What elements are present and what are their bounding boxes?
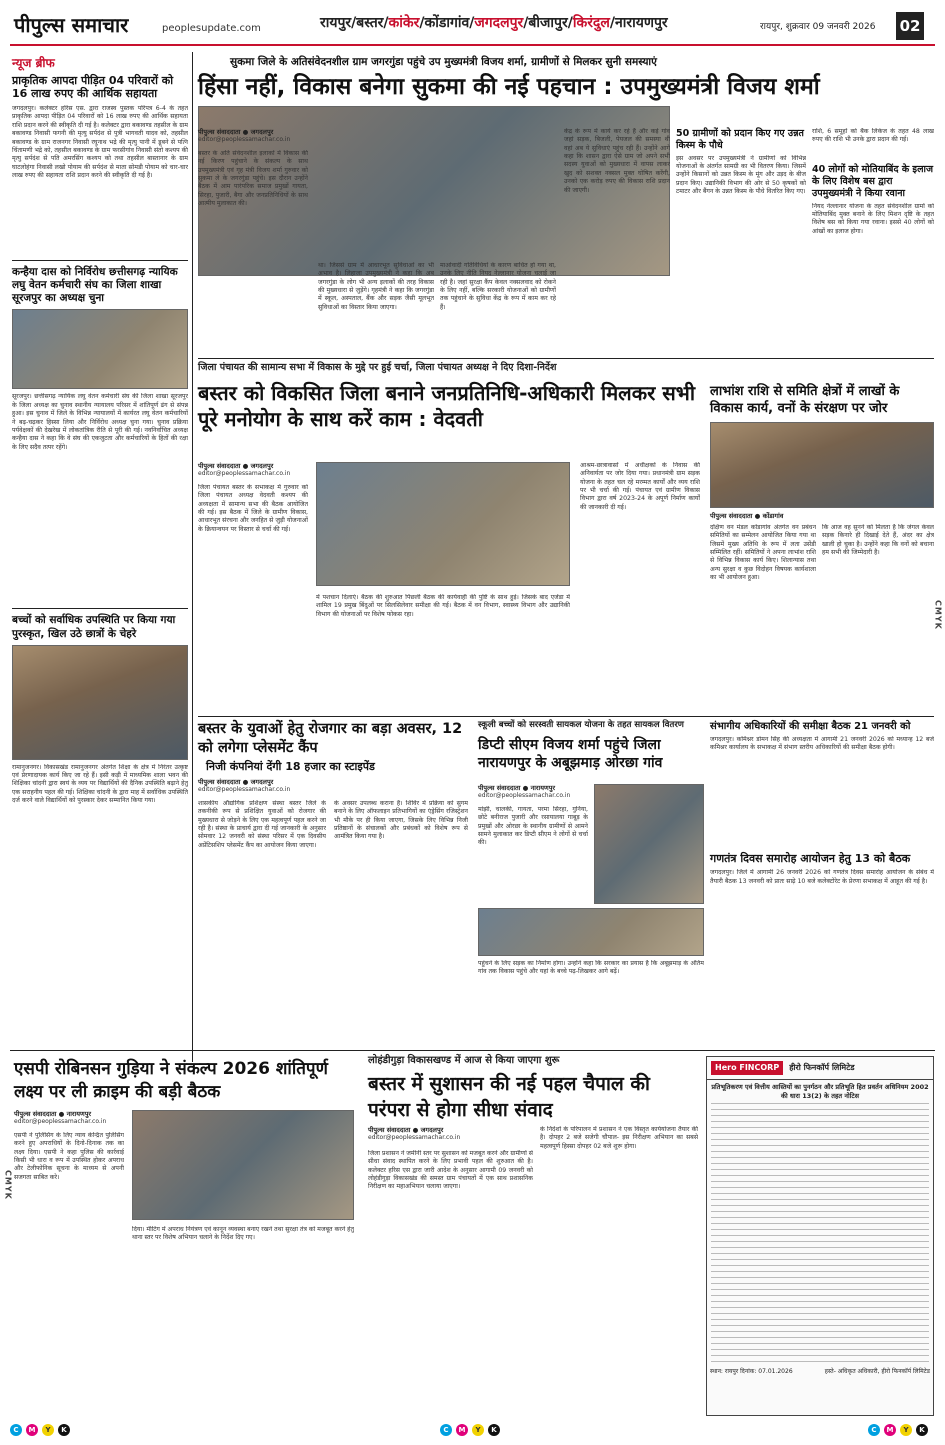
- lead-text-1: बस्तर के अति संवेदनशील इलाकों में विकास की नई किरण पहुंचाने के संकल्प के साथ उपमुख्यमंत्री एवं गृह मंत्री विजय शर्मा गुरुवार को सुकमा ले के जगरगुंडा पहुंचे। इस दौरान उन्होंने बैठक में आम पारंपरिक समाज प्रमुखों गायता, सिरहा, पुजारी, बैगा और जनप्रतिनिधियों के साथ आत्मीय मुलाकात की।: [198, 150, 308, 208]
- site-url[interactable]: peoplesupdate.com: [162, 23, 261, 34]
- sidebox-headline-2: 40 लोगों को मोतियाबिंद के इलाज के लिए विशेष बस द्वारा उपमुख्यमंत्री ने किया रवाना: [812, 164, 934, 199]
- ad-company: हीरो फिनकॉर्प लिमिटेड: [789, 1063, 855, 1072]
- cmyk-k: K: [488, 1424, 500, 1436]
- brief-headline-1: प्राकृतिक आपदा पीड़ित 04 परिवारों को 16 लाख रुपए की आर्थिक सहायता: [12, 73, 174, 101]
- masthead-logo: पीपुल्स समाचार: [14, 13, 129, 37]
- column-rule: [192, 52, 193, 1062]
- story5-kicker: स्कूली बच्चों को सरस्वती सायकल योजना के तहत सायकल वितरण: [478, 720, 684, 730]
- story3-headline: लाभांश राशि से समिति क्षेत्रों में लाखों के विकास कार्य, वनों के संरक्षण पर जोर: [710, 384, 900, 416]
- divider: [198, 716, 934, 717]
- cmyk-m: M: [884, 1424, 896, 1436]
- lead-byline-box: [198, 128, 308, 144]
- side-cmyk-right: CMYK: [933, 600, 943, 630]
- brief-text-3: रामानुजनगर। विकासखंड रामानुजनगर अंतर्गत शिक्षा के क्षेत्र में निरंतर उत्कृष्ट एवं प्रेरणादायक कार्य किए जा रहे हैं। इसी कड़ी में माध्यमिक शाला भवन की शिक्षिका चांदनी द्वारा स्वयं के व्यय पर विद्यार्थियों की दैनिक उपस्थिति बढ़ाने हेतु एक सराहनीय पहल की गई। शिक्षिका चांदनी के द्वारा माह में सर्वाधिक उपस्थिति दर्ज करने वाले विद्यार्थियों को पुरस्कार देकर सम्मानित किया गया।: [12, 763, 188, 805]
- sidebox-headline-1: 50 ग्रामीणों को प्रदान किए गए उन्नत किस्म के पौधे: [676, 128, 804, 151]
- places-mid2: /बीजापुर/: [523, 15, 573, 31]
- story6-byline: पीपुल्स संवाददाता ● नारायणपुर: [14, 1110, 92, 1118]
- hero-fincorp-ad: [706, 1056, 934, 1416]
- lead-headline: हिंसा नहीं, विकास बनेगा सुकमा की नई पहचान : उपमुख्यमंत्री विजय शर्मा: [198, 74, 820, 100]
- cmyk-c: C: [10, 1424, 22, 1436]
- meeting-headline-2: गणतंत्र दिवस समारोह आयोजन हेतु 13 को बैठक: [710, 852, 911, 865]
- story5-byline: पीपुल्स संवाददाता ● नारायणपुर: [478, 784, 556, 792]
- story6-photo: [132, 1110, 354, 1220]
- lead-text-4: केंद्र के रूप में कार्य कर रहे हैं और कई गांव जहां सड़क, बिजली, पेयजल की समस्या थी वहां अब ये सुविधाएं पहुंच रही हैं। उन्होंने आगे कहा कि शासन द्वारा ऐसे ग्राम जो अपने सभी सदस्य युवाओं को मुख्यधारा में वापस लाकर खुद को सशक्त नक्सल मुक्त घोषित करेंगी, उनको एक करोड़ रुपए की विकास राशि प्रदान की जाएगी।: [564, 128, 670, 194]
- story5-text-2: पहुंचने के लिए सड़क का निर्माण होगा। उन्होंने कहा कि सरकार का प्रयास है कि अबूझमाड़ के अंतिम गांव तक विकास पहुंचे और यहां के बच्चे पढ़-लिखकर आगे बढ़ें।: [478, 960, 704, 976]
- cmyk-m: M: [456, 1424, 468, 1436]
- story5-byline-box: [478, 784, 588, 800]
- cmyk-strip-center: [440, 1424, 500, 1436]
- story3-byline: पीपुल्स संवाददाता ● कोंडागांव: [710, 512, 784, 520]
- story7-text-1: जिला प्रशासन ने जमीनी स्तर पर सुशासन को मजबूत करने और ग्रामीणों से सीधा संवाद स्थापित करने के लिए प्रभावी पहल की शुरुआत की है। कलेक्टर हरिस एस द्वारा जारी आदेश के अनुसार आगामी 09 जनवरी को लोहंडीगुड़ा विकासखंड की समस्त ग्राम पंचायतों में एक साथ प्रशासनिक निरीक्षण का महाअभियान चलाया जाएगा।: [368, 1150, 533, 1191]
- story5-text-1: मांझी, चालकी, गायता, परमा सिरहा, गुनिया, छोटे बनीराज पुजारी और रसायालया गाबूड़ के प्रमुखों और ओरछा के स्थानीय ग्रामीणों से आमने सामने मुलाकात कर डिप्टी सीएम ने लोगों से चर्चा की।: [478, 806, 588, 847]
- story4-subheadline: निजी कंपनियां देंगी 18 हजार का स्टाइपेंड: [206, 760, 375, 773]
- meeting-text-2: जगदलपुर। जिले में आगामी 26 जनवरी 2026 को गणतंत्र दिवस समारोह आयोजन के संबंध में तैयारी बैठक 13 जनवरी को प्रातः साढ़े 10 बजे कलेक्टोरेट के प्रेरणा सभाकक्ष में आहूत की गई है।: [710, 869, 934, 885]
- page-number: 02: [896, 12, 924, 40]
- sidebox-text-1: इस अवसर पर उपमुख्यमंत्री ने ग्रामीणों को विभिन्न योजनाओं के अंतर्गत सामग्री का भी वितरण किया। जिसमें उन्होंने किसानों को उन्नत किस्म के मूंग और उड़द के बीज प्रदान किए। उद्यानिकी विभाग की ओर से 50 कृषकों को टमाटर और बैंगन के उन्नत किस्म के पौधे वितरित किए गए।: [676, 154, 806, 196]
- cmyk-strip-left: [10, 1424, 70, 1436]
- story2-headline: बस्तर को विकसित जिला बनाने जनप्रतिनिधि-अधिकारी मिलकर सभी पूरे मनोयोग के साथ करें काम : वेदवती: [198, 381, 696, 431]
- lead-text-3: माओवादी गतिविधियों के कारण बाधित हो गया था, उनके लिए नीति नियद नेल्लानार योजना चलाई जा रही है। जहां सुरक्षा कैंप केवल नक्सलवाद को रोकने के लिए नहीं, बल्कि सरकारी योजनाओं को ग्रामीणों तक पहुंचाने के सुविधा केंद्र के रूप में काम कर रहे हैं।: [440, 262, 556, 311]
- meeting-briefs: [710, 720, 934, 1044]
- story6-text-1: एसपी ने पुलिसिंग के लिए न्याय केन्द्रित पुलिसिंग करने हुए अपराधियों के दिनो-दिनाक तक का लक्ष्य दिया। एसपी ने कहा पुलिस की कार्रवाई किसी भी धारा व रूप में उपस्थित होकर अपराध और टेलीफोनिक सूचना के माध्यम से अपनी सजगता साबित करे।: [14, 1132, 124, 1181]
- places-highlight3: किरंदुल: [572, 15, 610, 31]
- ad-signature: हस्ते- अधिकृत अधिकारी, हीरो फिनकॉर्प लिमिटेड: [824, 1368, 930, 1376]
- story6-email: editor@peoplessamachar.co.in: [14, 1118, 107, 1126]
- ad-header: [707, 1057, 933, 1080]
- lead-byline: पीपुल्स संवाददाता ● जगदलपुर: [198, 128, 274, 136]
- story6-headline: एसपी रोबिनसन गुड़िया ने संकल्प 2026 शांतिपूर्ण लक्ष्य पर ली क्राइम की बड़ी बैठक: [14, 1059, 328, 1102]
- lead-kicker: सुकमा जिले के अतिसंवेदनशील ग्राम जगरगुंडा पहुंचे उप मुख्यमंत्री विजय शर्मा, ग्रामीणों से मिलकर सुनी समस्याएं: [230, 56, 657, 68]
- cmyk-y: Y: [472, 1424, 484, 1436]
- sidebox-text-3: नियद नेल्लानार योजना के तहत संवेदनशील ग्रामों को मोतियाबिंद मुक्त बनाने के लिए मिशन दृष्टि के तहत विशेष बस को किया गया रवाना। इससे 40 लोगों को आंखों का इलाज होगा।: [812, 202, 934, 235]
- story2-byline-box: [198, 462, 308, 478]
- lead-email: editor@peoplessamachar.co.in: [198, 136, 291, 144]
- story2-text-2: में पशचान दिलाएं। बैठक की शुरुआत पिछली बैठक की कार्यवाही की पुष्टि के साथ हुई। जिसके बाद एजेंडा में शामिल 19 प्रमुख बिंदुओं पर सिलसिलेवार समीक्षा की गई। बैठक में वन विभाग, स्वास्थ्य विभाग और उद्यानिकी विभाग की योजनाओं पर विशेष फोकस रहा।: [316, 594, 570, 618]
- story2-text-1: जिला पंचायत बस्तर के सभाकक्ष में गुरुवार को जिला पंचायत अध्यक्ष वेदवती कश्यप की अध्यक्षता में सामान्य सभा की बैठक आयोजित की गई। इस बैठक में जिले के ग्रामीण विकास, आधारभूत संरचना और जनहित से जुड़ी योजनाओं के क्रियान्वयन पर विस्तार से चर्चा की गई।: [198, 484, 308, 533]
- story5-headline: डिप्टी सीएम विजय शर्मा पहुंचे जिला नारायणपुर के अबूझमाड़ ओरछा गांव: [478, 737, 663, 772]
- ad-footer-left: स्थान: रायपुर दिनांक: 07.01.2026: [710, 1368, 793, 1376]
- union-photo: [12, 309, 188, 389]
- story4-text-2: के अवसर उपलब्ध कराना है। शिविर में प्रक्रिया को सुगम बनाने के लिए ऑफलाइन प्रतिभागियों का एंड्रेसिंग रजिस्ट्रेशन भी मौके पर ही किया जाएगा, जिसके लिए विभिन्न निजी प्रतिष्ठानों के संचालकों और प्रबंधकों को विशेष रूप से आमंत्रित किया गया है।: [334, 800, 468, 841]
- ad-footer: [707, 1365, 933, 1379]
- story2-kicker: जिला पंचायत की सामान्य सभा में विकास के मुद्दे पर हुई चर्चा, जिला पंचायत अध्यक्ष ने दिए दिशा-निर्देश: [198, 362, 557, 373]
- story2-byline: पीपुल्स संवाददाता ● जगदलपुर: [198, 462, 274, 470]
- masthead-rule: [10, 44, 935, 46]
- cmyk-y: Y: [900, 1424, 912, 1436]
- brief-text-1: जगदलपुर। कलेक्टर हरिस एस. द्वारा राजस्व पुस्तक परिपत्र 6-4 के तहत प्राकृतिक आपदा पीड़ित 04 परिवारों को 16 लाख रुपए की आर्थिक सहायता राशि प्रदान करने की स्वीकृति दी गई है। कलेक्टर द्वारा बकावण्ड तहसील के ग्राम बकावण्ड निवासी फगनी की मृत्यु सर्पदंश से पुत्री भागवती यादव को, तहसील बकावण्ड के ग्राम राजनगर निवासी रघुनाथ भद्रे की मृत्यु पानी में डूबने से पत्नि चिंतामणी भद्रे को, तहसील बकावण्ड के ग्राम फरसीगांव निवासी संतो कश्यप की मृत्यु सर्पदंश से पति अमरसिंग कश्यप को तथा तहसील बास्तानार के ग्राम घाटलोहंगा निवासी लखो पोयाम की सर्पदंश से माता सोमडी पोयाम को चार-चार लाख रुपए की सहायता राशि प्रदान करने की स्वीकृति दी गई है।: [12, 105, 188, 179]
- cmyk-c: C: [868, 1424, 880, 1436]
- meeting-headline-1: संभागीय अधिकारियों की समीक्षा बैठक 21 जनवरी को: [710, 721, 911, 732]
- divider: [10, 1050, 935, 1051]
- story7-byline-box: [368, 1126, 478, 1142]
- story7-text-2: के निर्देशों के परिपालन में प्रशासन ने एक विस्तृत कार्ययोजना तैयार की है। दोपहर 2 बजे सजेगी चौपाल- इस निरीक्षण अभियान का सबसे महत्वपूर्ण हिस्सा दोपहर 02 बजे शुरू होगा।: [540, 1126, 698, 1150]
- ad-title: प्रतिभूतिकरण एवं वित्तीय आस्तियों का पुनर्गठन और प्रतिभूति हित प्रवर्तन अधिनियम 2002 की धारा 13(2) के तहत नोटिस: [711, 1083, 929, 1100]
- divider: [12, 608, 188, 609]
- story6-byline-box: [14, 1110, 124, 1126]
- sidebox-text-2: राशि, 6 समूहों को बैंक लिंकेज के तहत 48 लाख रुपए की राशि भी उनके द्वारा प्रदान की गई।: [812, 128, 934, 144]
- story7-byline: पीपुल्स संवाददाता ● जगदलपुर: [368, 1126, 444, 1134]
- story5-photo-1: [594, 784, 704, 904]
- story3-text-2: कि आज वह सुनने को मिलता है कि जंगल केवल सड़क किनारे ही दिखाई देते हैं, अंदर का क्षेत्र खाली हो चुका है। उन्होंने कहा कि वनों को बचाना हम सभी की जिम्मेदारी है।: [822, 524, 934, 557]
- story6-text-2: दिया। मीटिंग में अपराध नियंत्रण एवं कानून व्यवस्था बनाए रखने तथा सुरक्षा तंत्र को मजबूत करने हेतु थाना स्तर पर विशेष अभियान चलाने के निर्देश दिए गए।: [132, 1226, 354, 1242]
- brief-headline-3: बच्चों को सर्वाधिक उपस्थिति पर किया गया पुरस्कृत, खिल उठे छात्रों के चेहरे: [12, 614, 176, 640]
- sidebox-1: [676, 128, 806, 354]
- brief-headline-2: कन्हैया दास को निर्विरोध छत्तीसगढ़ न्यायिक लघु वेतन कर्मचारी संघ का जिला शाखा सूरजपुर का अध्यक्ष चुना: [12, 266, 178, 305]
- cmyk-strip-right: [868, 1424, 928, 1436]
- dateline: रायपुर, शुक्रवार 09 जनवरी 2026: [760, 22, 876, 32]
- news-brief-column: [12, 56, 188, 1066]
- divider: [198, 358, 934, 359]
- cmyk-k: K: [916, 1424, 928, 1436]
- cmyk-m: M: [26, 1424, 38, 1436]
- places-suffix: /नारायणपुर: [609, 15, 668, 31]
- lead-text-2: था। जिससे ग्राम में आधारभूत सुविधाओं का भी अभाव है। लिहाजा उपमुख्यमंत्री ने कहा कि अब जगरगुंडा के लोग भी अन्य इलाकों की तरह विकास की मुख्यधारा से जुड़ेंगे। गृहमंत्री ने कहा कि जगरगुंडा में स्कूल, अस्पताल, बैंक और सड़क जैसी मूलभूत सुविधाओं का विस्तार किया जाएगा।: [318, 262, 434, 311]
- story2-text-3: आश्रम-छात्रावासों में अधीक्षकों के निवास की अनिवार्यता पर जोर दिया गया। प्रधानमंत्री ग्राम सड़क योजना के तहत चल रहे मरम्मत कार्यों और व्यय राशि पर भी चर्चा की गई। पंचायत एवं ग्रामीण विकास विभाग द्वारा वर्ष 2023-24 के अपूर्ण निर्माण कार्यों की जानकारी दी गई।: [580, 462, 700, 511]
- story2-photo: [316, 462, 570, 586]
- places-mid: /कोंडागांव/: [419, 15, 475, 31]
- story3-text-1: दक्षिण वन मंडल कोंडागांव अंतर्गत वन प्रबंधन समितियों का सम्मेलन आयोजित किया गया था जिसमें मुख्य अतिथि के रूप में लता उसेंडी सम्मिलित रहीं। समितियों ने अपना लाभांश राशि से विभिन्न विकास कार्य किए। शिलान्यास तथा अन्य सुरक्षा व कुछ विदोहन विषयक कार्यशाला का भी आयोजन हुआ।: [710, 524, 816, 582]
- brief-text-2: सूरजपुर। छत्तीसगढ़ न्यायिक लघु वेतन कर्मचारी संघ की जिला शाखा सूरजपुर के जिला अध्यक्ष का चुनाव स्थानीय न्यायालय परिसर में शांतिपूर्ण ढंग से संपन्न हुआ। इस चुनाव में जिले के विभिन्न न्यायालयों में कार्यरत लघु वेतन कर्मचारियों ने बढ़-चढ़कर हिस्सा लिया और निर्विरोध अध्यक्ष चुना गया। चुनाव प्रक्रिया पर्यवेक्षकों की देखरेख में लोकतांत्रिक रीति से पूरी की गई। नवनिर्वाचित अध्यक्ष कन्हैया दास ने कहा कि वे संघ की एकजुटता और कर्मचारियों के हितों की रक्षा के लिए सदैव तत्पर रहेंगे।: [12, 393, 188, 451]
- students-photo: [12, 645, 188, 760]
- placeline: [320, 14, 668, 32]
- places-prefix: रायपुर/बस्तर/: [320, 15, 389, 31]
- cmyk-k: K: [58, 1424, 70, 1436]
- story7-headline: बस्तर में सुशासन की नई पहल चैपाल की परंपरा से होगा सीधा संवाद: [368, 1073, 650, 1121]
- story4-byline-box: [198, 778, 468, 794]
- brief-label: न्यूज ब्रीफ: [12, 56, 55, 70]
- story4-byline: पीपुल्स संवाददाता ● जगदलपुर: [198, 778, 274, 786]
- divider: [12, 260, 188, 261]
- ad-body: [711, 1103, 929, 1365]
- story2-email: editor@peoplessamachar.co.in: [198, 470, 291, 478]
- cmyk-c: C: [440, 1424, 452, 1436]
- story5-email: editor@peoplessamachar.co.in: [478, 792, 571, 800]
- sidebox-2: [812, 128, 934, 354]
- story4-headline: बस्तर के युवाओं हेतु रोजगार का बड़ा अवसर, 12 को लगेगा प्लेसमेंट कैंप: [198, 721, 463, 756]
- places-highlight2: जगदलपुर: [474, 15, 524, 31]
- story3-photo: [710, 422, 934, 508]
- story4-text-1: शासकीय औद्योगिक प्रशिक्षण संस्था बस्तर जिले के तकनीकी रूप से प्रशिक्षित युवाओं को रोजगार की मुख्यधारा से जोड़ने के लिए एक महत्वपूर्ण पहल करने जा रही है। संस्था के प्राचार्य द्वारा दी गई जानकारी के अनुसार सोमवार 12 जनवरी को संस्था परिसर में एक दिवसीय अप्रेंटिसशिप प्लेसमेंट कैंप का आयोजन किया जाएगा।: [198, 800, 326, 849]
- meeting-text-1: जगदलपुर। कमिश्नर डोमन सिंह की अध्यक्षता में आगामी 21 जनवरी 2026 को मध्यान्ह 12 बजे कमिश्नर कार्यालय के सभाकक्ष में संभाग स्तरीय अधिकारियों की समीक्षा बैठक होगी।: [710, 736, 934, 752]
- cmyk-y: Y: [42, 1424, 54, 1436]
- places-highlight: कांकेर: [388, 15, 420, 31]
- story7-email: editor@peoplessamachar.co.in: [368, 1134, 461, 1142]
- ad-brand: Hero FINCORP: [711, 1061, 783, 1075]
- story4-email: editor@peoplessamachar.co.in: [198, 786, 291, 794]
- story7-kicker: लोहंडीगुड़ा विकासखण्ड में आज से किया जाएगा शुरू: [368, 1055, 560, 1066]
- side-cmyk-left: CMYK: [3, 1170, 13, 1200]
- story5-photo-2: [478, 908, 704, 956]
